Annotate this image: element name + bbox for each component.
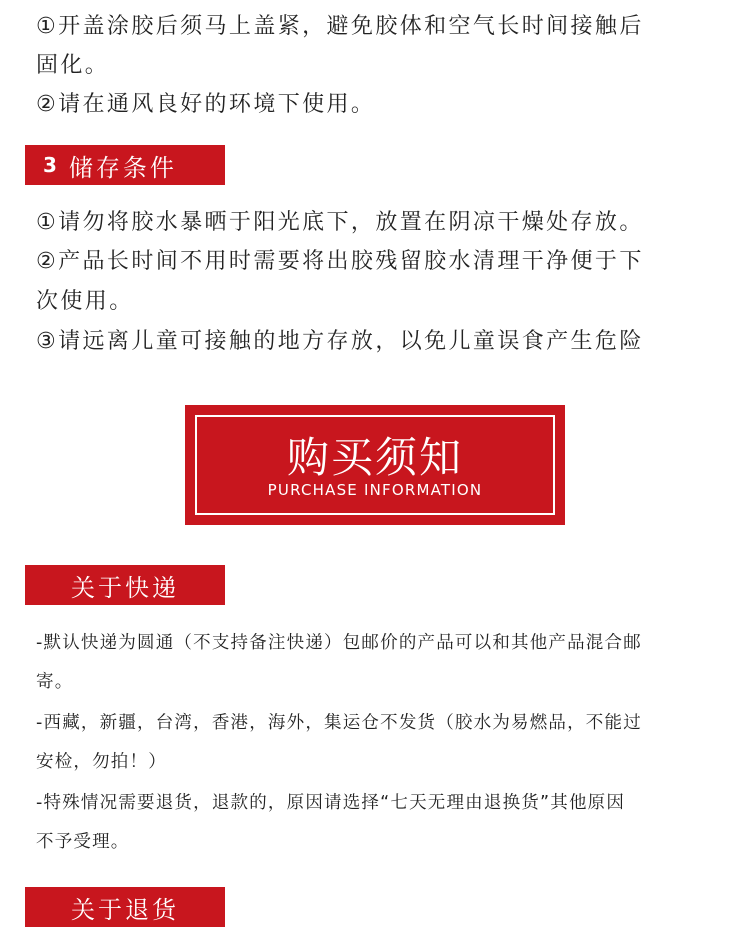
shipping-line-3: -西藏，新疆，台湾，香港，海外，集运仓不发货（胶水为易燃品，不能过 bbox=[36, 713, 642, 733]
storage-line-2: ②产品长时间不用时需要将出胶残留胶水清理干净便于下 bbox=[36, 249, 644, 274]
returns-section-heading: 关于退货 bbox=[71, 895, 179, 924]
shipping-line-5: -特殊情况需要退货，退款的，原因请选择“七天无理由退换货”其他原因 bbox=[36, 793, 626, 813]
shipping-section-banner bbox=[25, 565, 225, 605]
storage-line-1: ①请勿将胶水暴晒于阳光底下，放置在阴凉干燥处存放。 bbox=[36, 210, 644, 235]
shipping-line-4: 安检，勿拍！） bbox=[36, 752, 167, 772]
purchase-info-banner bbox=[185, 405, 565, 525]
storage-line-4: ③请远离儿童可接触的地方存放，以免儿童误食产生危险 bbox=[36, 329, 644, 354]
purchase-info-title: 购买须知 bbox=[286, 433, 463, 482]
storage-section-banner bbox=[25, 145, 225, 185]
storage-section-number: 3 bbox=[43, 153, 57, 177]
returns-section-banner bbox=[25, 887, 225, 927]
shipping-line-6: 不予受理。 bbox=[36, 832, 130, 852]
storage-line-3: 次使用。 bbox=[36, 289, 134, 314]
usage-line-1: ①开盖涂胶后须马上盖紧，避免胶体和空气长时间接触后 bbox=[36, 14, 644, 39]
purchase-info-subtitle: PURCHASE INFORMATION bbox=[267, 481, 483, 499]
shipping-section-heading: 关于快递 bbox=[71, 573, 179, 602]
usage-line-3: ②请在通风良好的环境下使用。 bbox=[36, 92, 376, 117]
usage-line-2: 固化。 bbox=[36, 53, 110, 78]
shipping-line-1: -默认快递为圆通（不支持备注快递）包邮价的产品可以和其他产品混合邮 bbox=[36, 633, 642, 653]
shipping-line-2: 寄。 bbox=[36, 672, 74, 692]
storage-section-heading: 储存条件 bbox=[68, 153, 177, 182]
